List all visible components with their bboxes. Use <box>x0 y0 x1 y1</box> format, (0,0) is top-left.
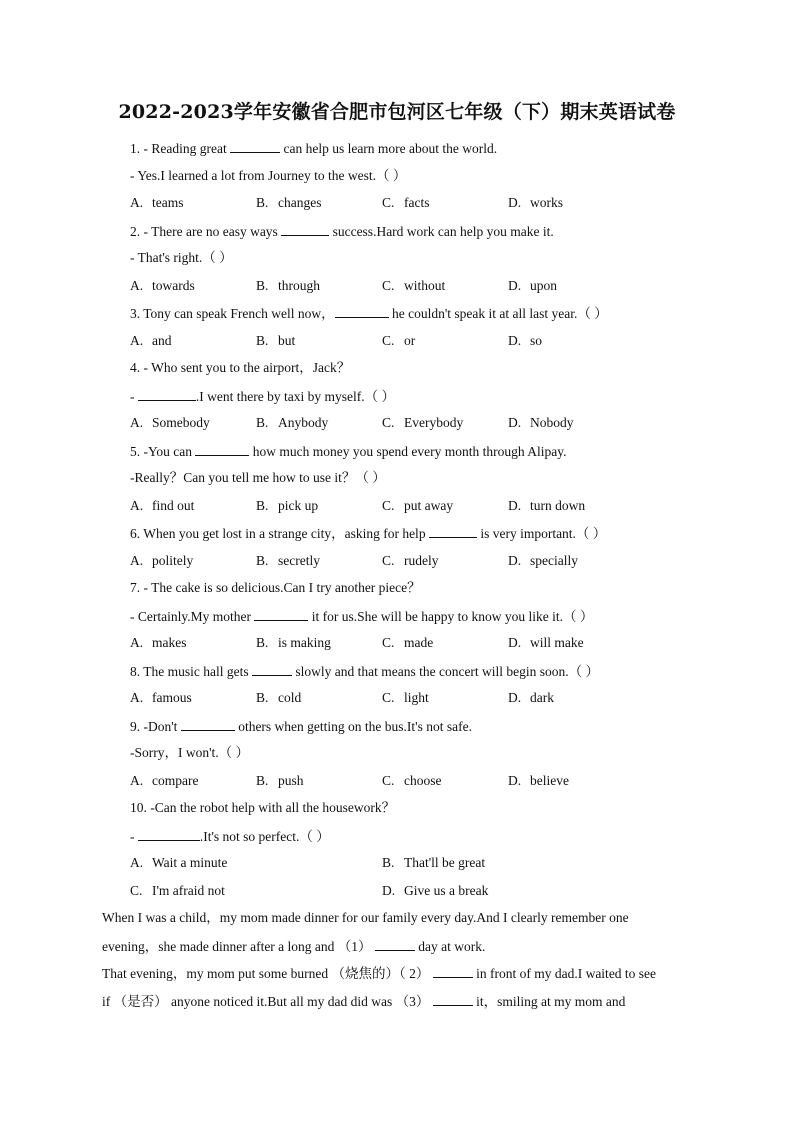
question-stem <box>130 140 497 157</box>
option-letter: C. <box>382 332 395 348</box>
option-b[interactable] <box>256 690 301 706</box>
question-text: 10. -Can the robot help with all the housework？ <box>130 800 396 815</box>
option-c[interactable] <box>382 553 439 569</box>
question-stem <box>130 223 554 240</box>
option-c[interactable] <box>382 773 442 789</box>
option-letter: C. <box>382 635 395 650</box>
question-stem <box>130 718 472 735</box>
option-letter: A. <box>130 497 144 513</box>
question-text: 8. The music hall gets <box>130 663 252 679</box>
option-a[interactable] <box>130 195 184 211</box>
reply-text: it for us.She will be happy to know you like it.（ ） <box>308 608 594 624</box>
passage-line <box>102 910 629 926</box>
question-text: 7. - The cake is so delicious.Can I try another piece？ <box>130 580 421 595</box>
option-text: works <box>530 195 563 210</box>
option-letter: D. <box>508 497 522 513</box>
option-letter: D. <box>508 690 522 705</box>
option-text: teams <box>152 195 184 210</box>
question-stem <box>130 525 606 542</box>
option-b[interactable] <box>256 415 328 431</box>
option-c[interactable] <box>382 690 429 706</box>
option-text: pick up <box>278 497 319 513</box>
option-letter: B. <box>256 415 269 430</box>
option-text: compare <box>152 772 199 788</box>
option-letter: C. <box>382 277 395 293</box>
option-text: cold <box>278 690 302 705</box>
option-letter: D. <box>508 415 522 430</box>
passage-line <box>102 993 625 1010</box>
option-letter: D. <box>508 772 522 788</box>
option-text: push <box>278 772 304 788</box>
option-text: Somebody <box>152 415 210 430</box>
option-a[interactable] <box>130 855 227 871</box>
option-text: so <box>530 332 543 348</box>
answer-blank[interactable] <box>281 223 329 236</box>
option-d[interactable] <box>508 635 584 651</box>
option-letter: C. <box>382 497 395 513</box>
option-text: and <box>152 332 172 348</box>
option-text: Give us a break <box>404 882 489 898</box>
option-text: Anybody <box>278 415 329 430</box>
option-a[interactable] <box>130 498 194 514</box>
answer-blank[interactable] <box>138 828 200 841</box>
option-text: without <box>404 277 446 293</box>
option-text: politely <box>152 552 194 568</box>
option-b[interactable] <box>382 855 485 871</box>
option-c[interactable] <box>130 883 225 899</box>
passage-line <box>102 938 485 955</box>
question-text: success.Hard work can help you make it. <box>329 223 554 239</box>
option-letter: C. <box>382 772 395 788</box>
option-d[interactable] <box>508 498 585 514</box>
option-letter: A. <box>130 277 144 293</box>
question-reply <box>130 470 386 486</box>
answer-blank[interactable] <box>252 663 292 676</box>
option-letter: A. <box>130 690 144 705</box>
question-stem <box>130 800 395 816</box>
option-letter: B. <box>256 552 269 568</box>
option-letter: B. <box>256 635 269 650</box>
question-text: 6. When you get lost in a strange city，asking for help <box>130 526 429 541</box>
passage-text: When I was a child，my mom made dinner for our family every day.And I clearly remember one <box>102 910 629 925</box>
option-text: I'm afraid not <box>152 882 225 898</box>
option-text: upon <box>530 277 557 293</box>
option-d[interactable] <box>508 773 569 789</box>
option-a[interactable] <box>130 690 192 706</box>
exam-title: 2022-2023学年安徽省合肥市包河区七年级（下）期末英语试卷 <box>118 101 676 123</box>
option-letter: B. <box>256 195 269 210</box>
question-text: can help us learn more about the world. <box>280 141 498 156</box>
question-reply <box>130 745 249 761</box>
question-reply <box>130 168 406 184</box>
option-letter: B. <box>256 332 269 348</box>
answer-blank[interactable] <box>335 305 389 318</box>
option-c[interactable] <box>382 278 445 294</box>
question-reply <box>130 828 330 845</box>
option-b[interactable] <box>256 498 318 514</box>
option-letter: A. <box>130 332 144 348</box>
reply-text: .It's not so perfect.（ ） <box>199 828 330 844</box>
option-b[interactable] <box>256 333 295 349</box>
option-letter: A. <box>130 772 144 788</box>
option-letter: A. <box>130 855 144 870</box>
option-letter: D. <box>508 277 522 293</box>
option-d[interactable] <box>382 883 488 899</box>
question-stem <box>130 580 421 596</box>
option-b[interactable] <box>256 278 320 294</box>
reply-text: - That's right.（ ） <box>130 250 233 265</box>
option-a[interactable] <box>130 415 210 431</box>
reply-text: - Certainly.My mother <box>130 608 255 624</box>
reply-text: .I went there by taxi by myself.（ ） <box>195 388 395 404</box>
option-letter: C. <box>382 552 395 568</box>
answer-blank[interactable] <box>433 965 473 978</box>
option-text: That'll be great <box>404 855 486 870</box>
option-text: rudely <box>404 552 439 568</box>
passage-text: That evening，my mom put some burned （烧焦的）（ 2） <box>102 966 433 981</box>
option-text: makes <box>152 635 187 650</box>
question-text: slowly and that means the concert will begin soon.（ ） <box>291 663 600 679</box>
question-text: 9. -Don't <box>130 718 181 734</box>
question-text: how much money you spend every month through Alipay. <box>249 443 567 459</box>
option-text: Nobody <box>530 415 574 430</box>
option-letter: C. <box>382 195 395 210</box>
question-text: is very important.（ ） <box>476 526 607 541</box>
question-stem <box>130 305 608 322</box>
option-text: light <box>404 690 429 705</box>
option-text: is making <box>278 635 331 650</box>
option-text: famous <box>152 690 192 705</box>
option-letter: A. <box>130 415 144 430</box>
answer-blank[interactable] <box>230 140 280 153</box>
reply-text: -Really？Can you tell me how to use it？（ ） <box>130 470 386 485</box>
option-text: changes <box>278 195 322 210</box>
reply-text: - <box>130 388 138 404</box>
option-letter: D. <box>508 195 522 210</box>
option-d[interactable] <box>508 415 574 431</box>
option-letter: D. <box>382 882 396 898</box>
option-d[interactable] <box>508 195 563 211</box>
passage-text: day at work. <box>414 938 486 954</box>
question-text: he couldn't speak it at all last year.（ ） <box>388 306 608 321</box>
option-letter: C. <box>130 882 143 898</box>
option-c[interactable] <box>382 333 415 349</box>
option-letter: A. <box>130 552 144 568</box>
answer-blank[interactable] <box>138 388 196 401</box>
option-text: towards <box>152 277 195 293</box>
option-c[interactable] <box>382 635 433 651</box>
option-text: will make <box>530 635 584 650</box>
option-letter: B. <box>256 497 269 513</box>
question-text: 1. - Reading great <box>130 141 231 156</box>
question-text: others when getting on the bus.It's not safe. <box>234 718 472 734</box>
question-stem <box>130 360 350 376</box>
question-stem <box>130 663 599 680</box>
option-letter: B. <box>256 277 269 293</box>
question-text: 4. - Who sent you to the airport，Jack？ <box>130 360 351 375</box>
option-letter: D. <box>508 332 522 348</box>
option-b[interactable] <box>256 195 321 211</box>
option-text: Everybody <box>404 415 464 430</box>
question-reply <box>130 388 395 405</box>
question-reply <box>130 608 593 625</box>
answer-blank[interactable] <box>433 993 473 1006</box>
option-text: made <box>404 635 434 650</box>
answer-blank[interactable] <box>195 443 249 456</box>
option-text: specially <box>530 552 578 568</box>
option-b[interactable] <box>256 553 320 569</box>
option-text: facts <box>404 195 430 210</box>
option-text: Wait a minute <box>152 855 228 870</box>
option-c[interactable] <box>382 498 453 514</box>
passage-text: evening，she made dinner after a long and （1） <box>102 938 375 954</box>
option-a[interactable] <box>130 278 195 294</box>
reply-text: - <box>130 828 138 844</box>
option-text: secretly <box>278 552 320 568</box>
option-c[interactable] <box>382 195 429 211</box>
question-text: 5. -You can <box>130 443 196 459</box>
option-d[interactable] <box>508 553 578 569</box>
passage-line <box>102 965 656 982</box>
question-stem <box>130 443 566 460</box>
question-text: 2. - There are no easy ways <box>130 223 282 239</box>
passage-text: it，smiling at my mom and <box>472 993 626 1009</box>
option-text: choose <box>404 772 442 788</box>
answer-blank[interactable] <box>375 938 415 951</box>
reply-text: -Sorry，I won't.（ ） <box>130 745 250 760</box>
passage-text: in front of my dad.I waited to see <box>472 966 657 981</box>
option-a[interactable] <box>130 635 187 651</box>
option-b[interactable] <box>256 635 331 651</box>
option-letter: C. <box>382 415 395 430</box>
passage-text: if （是否） anyone noticed it.But all my dad did was （3） <box>102 993 433 1009</box>
option-letter: A. <box>130 635 144 650</box>
option-a[interactable] <box>130 553 193 569</box>
option-letter: A. <box>130 195 144 210</box>
option-a[interactable] <box>130 333 172 349</box>
question-reply <box>130 250 233 266</box>
option-letter: C. <box>382 690 395 705</box>
option-text: but <box>278 332 296 348</box>
question-text: 3. Tony can speak French well now， <box>130 306 335 321</box>
option-text: believe <box>530 772 569 788</box>
option-c[interactable] <box>382 415 463 431</box>
option-d[interactable] <box>508 333 542 349</box>
option-b[interactable] <box>256 773 304 789</box>
option-d[interactable] <box>508 278 557 294</box>
answer-blank[interactable] <box>429 525 477 538</box>
option-letter: B. <box>382 855 395 870</box>
option-d[interactable] <box>508 690 554 706</box>
option-text: dark <box>530 690 554 705</box>
reply-text: - Yes.I learned a lot from Journey to the west.（ ） <box>130 167 407 183</box>
option-letter: B. <box>256 690 269 705</box>
option-text: find out <box>152 497 195 513</box>
option-letter: B. <box>256 772 269 788</box>
option-letter: D. <box>508 635 522 650</box>
option-text: turn down <box>530 497 586 513</box>
option-text: put away <box>404 497 454 513</box>
option-text: or <box>404 332 416 348</box>
answer-blank[interactable] <box>181 718 235 731</box>
option-text: through <box>278 277 320 293</box>
option-letter: D. <box>508 552 522 568</box>
option-a[interactable] <box>130 773 198 789</box>
answer-blank[interactable] <box>254 608 308 621</box>
